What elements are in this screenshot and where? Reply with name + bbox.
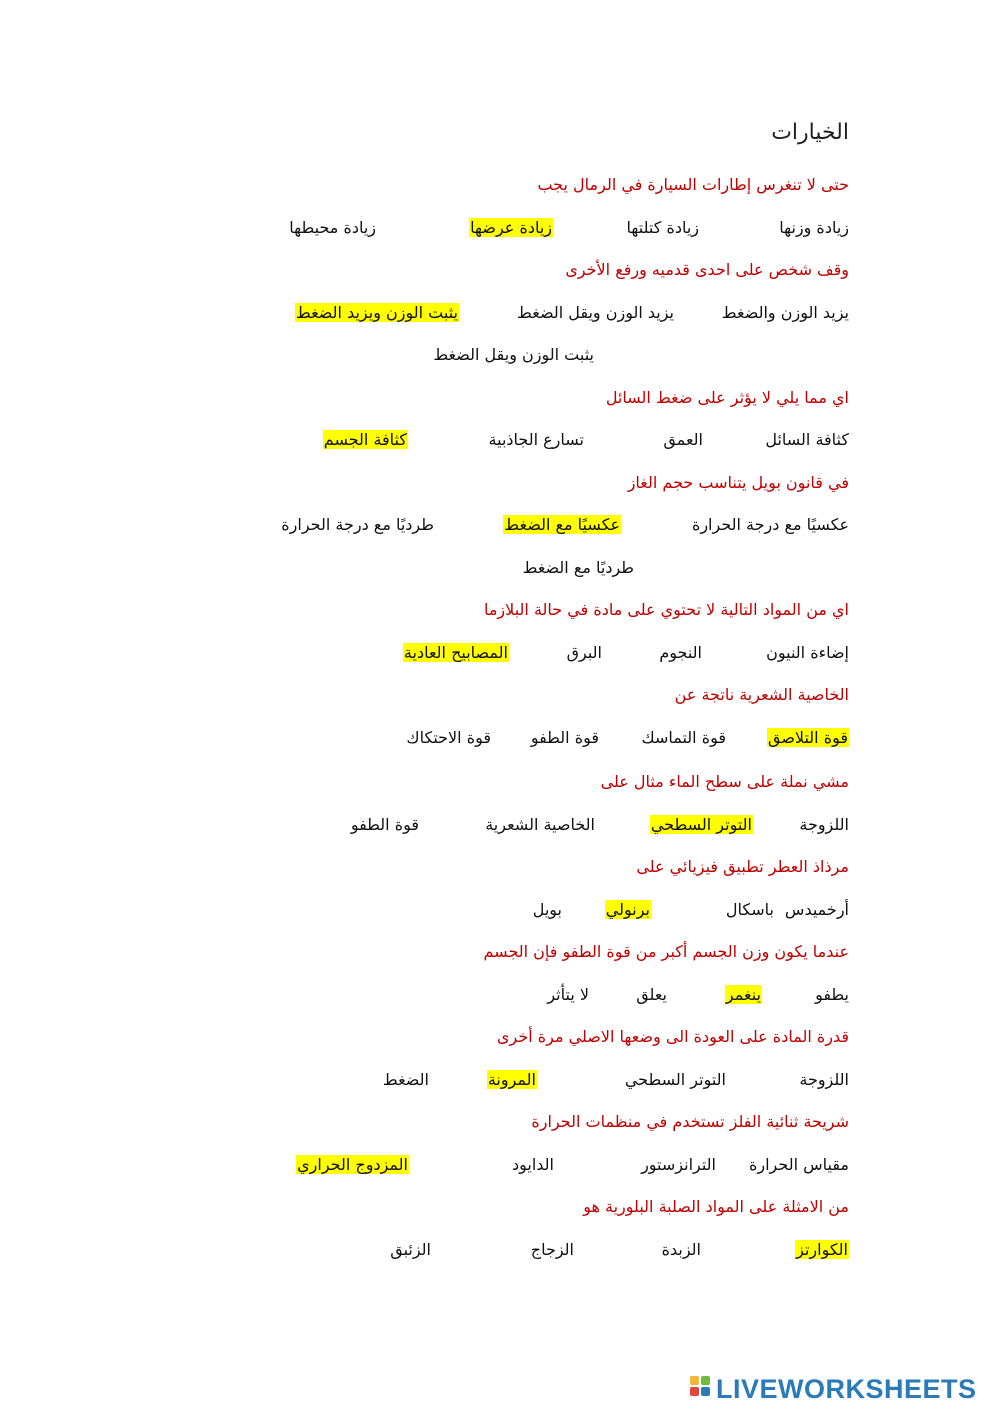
- question-11: شريحة ثنائية الفلز تستخدم في منظمات الحرارة: [531, 1112, 849, 1131]
- q2-option-1[interactable]: يزيد الوزن والضغط: [721, 303, 849, 322]
- question-10: قدرة المادة على العودة الى وضعها الاصلي مرة أخرى: [497, 1027, 849, 1046]
- q11-option-3[interactable]: الدايود: [511, 1155, 554, 1174]
- q9-option-4[interactable]: لا يتأثر: [547, 985, 589, 1004]
- q4-option-2[interactable]: عكسيًا مع الضغط: [504, 515, 620, 534]
- q5-option-1[interactable]: إضاءة النيون: [766, 643, 849, 662]
- q12-option-3[interactable]: الزجاج: [530, 1240, 574, 1259]
- q2-option-3[interactable]: يثبت الوزن ويزيد الضغط: [295, 303, 458, 322]
- question-5: اي من المواد التالية لا تحتوي على مادة في حالة البلازما: [483, 600, 849, 619]
- q10-option-2[interactable]: التوتر السطحي: [624, 1070, 726, 1089]
- q9-option-3[interactable]: يعلق: [636, 985, 667, 1004]
- question-3: اي مما يلي لا يؤثر على ضغط السائل: [605, 388, 849, 407]
- q4-option-1[interactable]: عكسيًا مع درجة الحرارة: [691, 515, 849, 534]
- question-1: حتى لا تنغرس إطارات السيارة في الرمال يجب: [537, 175, 849, 194]
- q3-option-4[interactable]: كثافة الجسم: [323, 430, 407, 449]
- q3-option-2[interactable]: العمق: [663, 430, 703, 449]
- q10-option-1[interactable]: اللزوجة: [799, 1070, 849, 1089]
- q10-option-3[interactable]: المرونة: [487, 1070, 536, 1089]
- q11-option-1[interactable]: مقياس الحرارة: [748, 1155, 849, 1174]
- q5-option-2[interactable]: النجوم: [659, 643, 702, 662]
- q3-option-1[interactable]: كثافة السائل: [765, 430, 849, 449]
- q7-option-1[interactable]: اللزوجة: [799, 815, 849, 834]
- q4-option-4[interactable]: طرديًا مع الضغط: [522, 558, 634, 577]
- q9-option-2[interactable]: ينغمر: [725, 985, 761, 1004]
- q5-option-4[interactable]: المصابيح العادية: [403, 643, 508, 662]
- q1-option-3[interactable]: زيادة عرضها: [470, 218, 552, 237]
- q2-option-2[interactable]: يزيد الوزن ويقل الضغط: [517, 303, 674, 322]
- q6-option-3[interactable]: قوة الطفو: [530, 728, 599, 747]
- liveworksheets-logo-icon: [690, 1376, 712, 1402]
- q12-option-2[interactable]: الزبدة: [661, 1240, 701, 1259]
- q2-option-4[interactable]: يثبت الوزن ويقل الضغط: [433, 345, 594, 364]
- question-9: عندما يكون وزن الجسم أكبر من قوة الطفو فإن الجسم: [483, 942, 849, 961]
- q5-option-3[interactable]: البرق: [566, 643, 602, 662]
- question-12: من الامثلة على المواد الصلبة البلورية هو: [583, 1197, 849, 1216]
- q8-option-1[interactable]: أرخميدس: [784, 900, 849, 919]
- liveworksheets-logo[interactable]: [690, 1372, 977, 1406]
- q1-option-1[interactable]: زيادة وزنها: [779, 218, 849, 237]
- q6-option-4[interactable]: قوة الاحتكاك: [406, 728, 491, 747]
- q6-option-1[interactable]: قوة التلاصق: [767, 728, 848, 747]
- q3-option-3[interactable]: تسارع الجاذبية: [488, 430, 584, 449]
- q8-option-2[interactable]: باسكال: [725, 900, 774, 919]
- q6-option-2[interactable]: قوة التماسك: [641, 728, 726, 747]
- liveworksheets-brand: LIVEWORKSHEETS: [716, 1373, 977, 1404]
- q11-option-4[interactable]: المزدوج الحراري: [297, 1155, 408, 1174]
- q7-option-2[interactable]: التوتر السطحي: [650, 815, 752, 834]
- q1-option-4[interactable]: زيادة محيطها: [289, 218, 376, 237]
- q10-option-4[interactable]: الضغط: [382, 1070, 429, 1089]
- q4-option-3[interactable]: طرديًا مع درجة الحرارة: [281, 515, 434, 534]
- q11-option-2[interactable]: الترانزستور: [641, 1155, 716, 1174]
- q1-option-2[interactable]: زيادة كتلتها: [626, 218, 699, 237]
- question-2: وقف شخص على احدى قدميه ورفع الأخرى: [565, 260, 849, 279]
- page-heading: الخيارات: [771, 120, 849, 145]
- q8-option-4[interactable]: بويل: [532, 900, 562, 919]
- question-7: مشي نملة على سطح الماء مثال على: [600, 772, 849, 791]
- q7-option-3[interactable]: الخاصية الشعرية: [485, 815, 595, 834]
- question-8: مرذاذ العطر تطبيق فيزيائي على: [636, 857, 849, 876]
- question-4: في قانون بويل يتناسب حجم الغاز: [627, 473, 849, 492]
- question-6: الخاصية الشعرية ناتجة عن: [674, 685, 849, 704]
- q9-option-1[interactable]: يطفو: [815, 985, 849, 1004]
- q8-option-3[interactable]: برنولي: [605, 900, 650, 919]
- q12-option-1[interactable]: الكوارتز: [796, 1240, 848, 1259]
- q7-option-4[interactable]: قوة الطفو: [350, 815, 419, 834]
- q12-option-4[interactable]: الزئبق: [390, 1240, 431, 1259]
